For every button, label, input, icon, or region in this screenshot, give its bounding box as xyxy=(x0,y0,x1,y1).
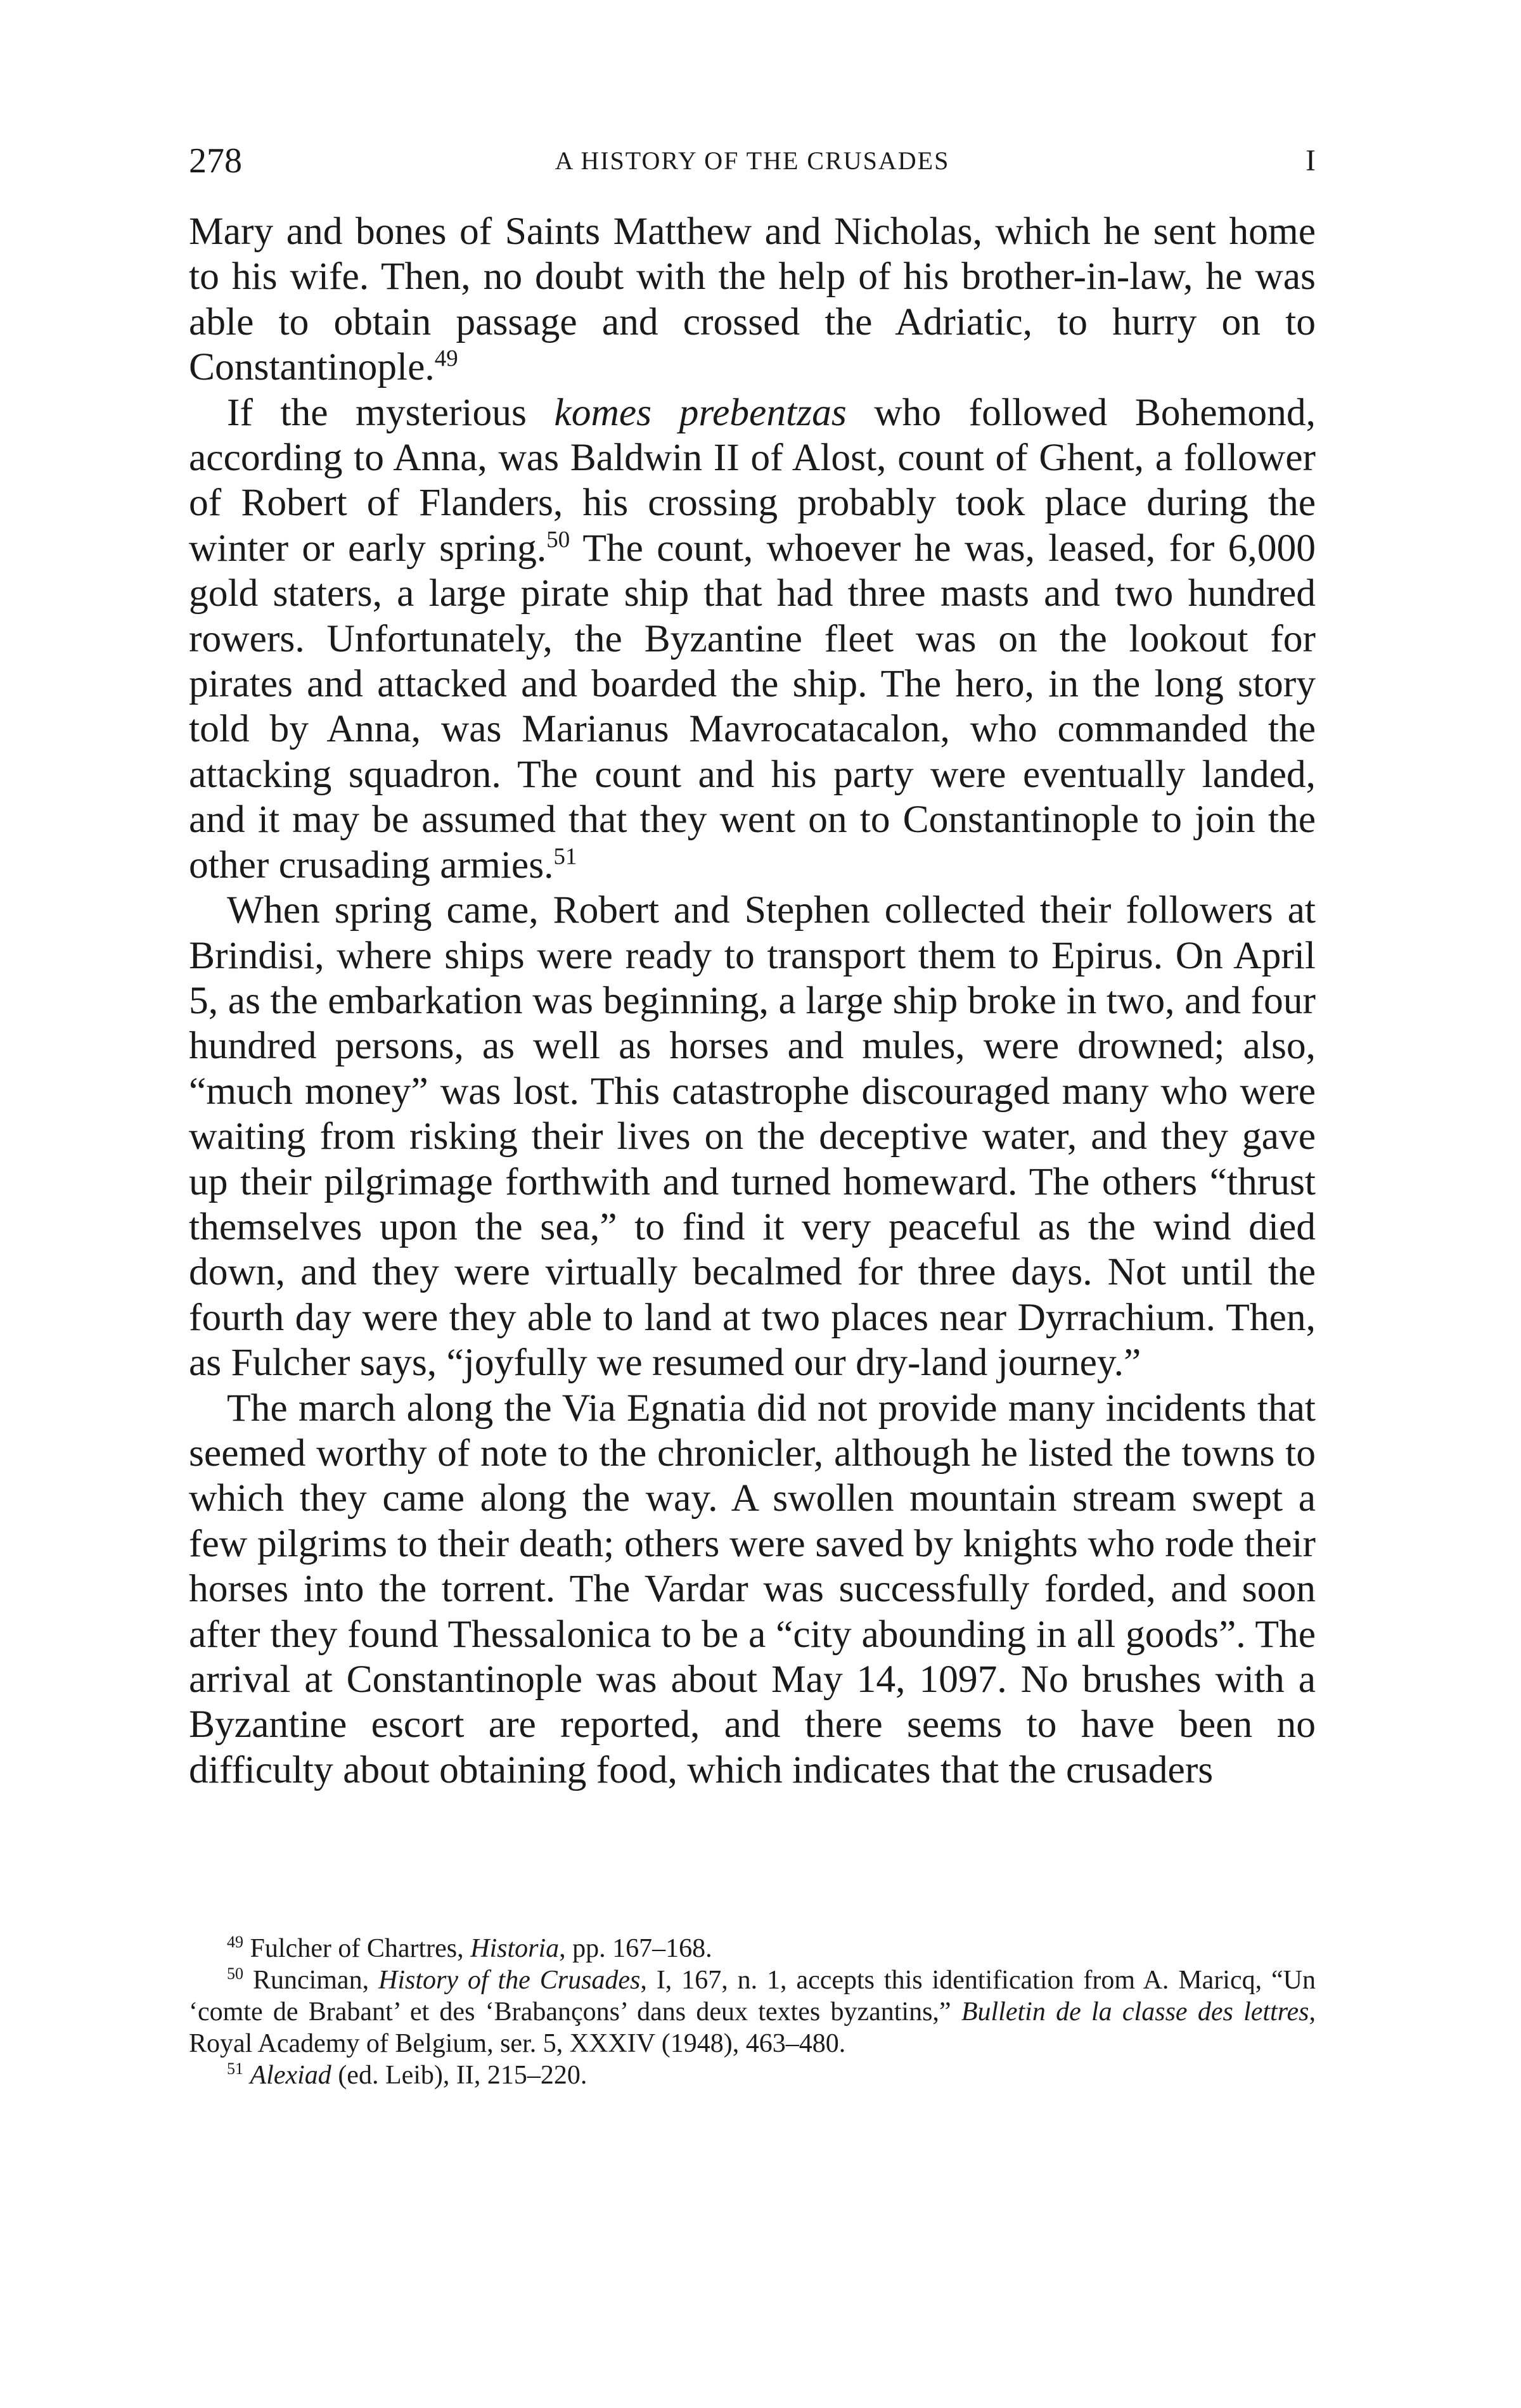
footnote-50-number: 50 xyxy=(227,1964,244,1983)
footnote-ref-51: 51 xyxy=(553,843,577,869)
footnote-49-number: 49 xyxy=(227,1933,244,1951)
footnote-50-italic-2: Bulletin de la classe des lettres xyxy=(961,1997,1309,2027)
footnote-49 xyxy=(189,1933,1316,1964)
footnote-ref-50: 50 xyxy=(546,526,570,553)
footnotes xyxy=(189,1933,1316,2091)
paragraph-1 xyxy=(189,209,1316,390)
footnote-51-italic: Alexiad xyxy=(250,2061,331,2090)
footnote-51-text-b: (ed. Leib), II, 215–220. xyxy=(331,2061,587,2090)
footnote-50-text-a: Runciman, xyxy=(243,1966,378,1995)
footnote-ref-49: 49 xyxy=(434,345,458,371)
footnote-50-text-c: , Royal Academy of Belgium, ser. 5, XXXIV (1948), 463–480. xyxy=(189,1997,1316,2058)
footnote-49-text-b: , pp. 167–168. xyxy=(559,1934,712,1963)
paragraph-2-text-a: If the mysterious xyxy=(227,390,555,434)
paragraph-1-text: Mary and bones of Saints Matthew and Nicholas, which he sent home to his wife. Then, no doubt with the help of his brother-in-law, he was able to obtain passage and crossed the Adriatic, to hurry on to Constantinople. xyxy=(189,210,1316,389)
footnote-51 xyxy=(189,2059,1316,2091)
page-number: 278 xyxy=(189,141,242,181)
running-title: A HISTORY OF THE CRUSADES xyxy=(555,146,950,175)
paragraph-3: When spring came, Robert and Stephen collected their followers at Brindisi, where ships were ready to transport them to Epirus. On April 5, as the embarkation was beginning, a large ship broke in two, and four hundred persons, as well as horses and mules, were drowned; also, “much money” was lost. This catastrophe discouraged many who were waiting from risking their lives on the deceptive water, and they gave up their pilgrimage forthwith and turned homeward. The others “thrust themselves upon the sea,” to find it very peaceful as the wind died down, and they were virtually becalmed for three days. Not until the fourth day were they able to land at two places near Dyrrachium. Then, as Fulcher says, “joyfully we resumed our dry-land journey.” xyxy=(189,888,1316,1385)
paragraph-4: The march along the Via Egnatia did not provide many incidents that seemed worthy of note to the chronicler, although he listed the towns to which they came along the way. A swollen mountain stream swept a few pilgrims to their death; others were saved by knights who rode their horses into the torrent. The Vardar was successfully forded, and soon after they found Thessalonica to be a “city abounding in all goods”. The arrival at Constantinople was about May 14, 1097. No brushes with a Byzantine escort are reported, and there seems to have been no difficulty about obtaining food, which indicates that the crusaders xyxy=(189,1386,1316,1791)
main-text xyxy=(189,209,1316,1793)
running-header xyxy=(189,141,1316,185)
paragraph-2 xyxy=(189,390,1316,888)
footnote-51-number: 51 xyxy=(227,2059,244,2078)
paragraph-2-text-c: The count, whoever he was, leased, for 6,000 gold staters, a large pirate ship that had three masts and two hundred rowers. Unfortunately, the Byzantine fleet was on the lookout for pirates and attacked and boarded the ship. The hero, in the long story told by Anna, was Marianus Mavrocatacalon, who commanded the attacking squadron. The count and his party were eventually landed, and it may be assumed that they went on to Constantinople to join the other crusading armies. xyxy=(189,526,1316,887)
footnote-49-text-a: Fulcher of Chartres, xyxy=(243,1934,471,1963)
paragraph-2-italic: komes prebentzas xyxy=(554,390,847,434)
footnote-50-text-b: , I, 167, n. 1, accepts this identification from A. Maricq, “Un ‘comte de Brabant’ et des ‘Brabançons’ dans deux textes byzantins,” xyxy=(189,1966,1316,2027)
footnote-50 xyxy=(189,1964,1316,2059)
footnote-49-italic: Historia xyxy=(470,1934,560,1963)
paragraph-2-text-b: who followed Bohemond, according to Anna, was Baldwin II of Alost, count of Ghent, a follower of Robert of Flanders, his crossing probably took place during the winter or early spring. xyxy=(189,390,1316,570)
volume-number: I xyxy=(1306,144,1316,177)
footnote-50-italic-1: History of the Crusades xyxy=(378,1966,641,1995)
